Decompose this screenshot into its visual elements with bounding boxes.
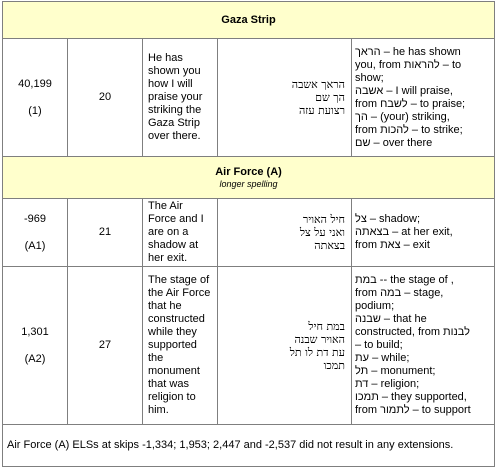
section-title: Air Force (A)	[215, 165, 282, 178]
hebrew-line: ואני על צל	[299, 226, 345, 239]
english-text-cell	[143, 39, 218, 157]
skip-value: 21	[98, 226, 112, 238]
section-header-row	[3, 157, 495, 199]
gloss-cell	[352, 267, 495, 425]
hebrew-line: במת חיל	[308, 319, 345, 333]
skip-cell	[68, 39, 143, 157]
start-position-cell	[3, 39, 68, 157]
skip-cell	[68, 199, 143, 267]
hebrew-line: רצועת עזה	[298, 104, 345, 117]
hebrew-text-cell	[218, 199, 352, 267]
english-text: The stage of the Air Force that he constructed while they supported the monument that was religion to him.	[148, 274, 211, 416]
section-header-row	[3, 2, 495, 39]
gloss-line: podium;	[355, 300, 395, 312]
hebrew-line: בצאתה	[314, 239, 345, 252]
gloss-line: עת – while;	[355, 352, 410, 364]
hebrew-text-cell	[218, 267, 352, 425]
row-label: (A1)	[24, 239, 46, 252]
skip-cell	[68, 267, 143, 425]
gloss-line: הך – (your) striking,	[355, 110, 450, 123]
table-row	[3, 267, 495, 425]
footnote: Air Force (A) ELSs at skips -1,334; 1,953; 2,447 and -2,537 did not result in any extensions.	[3, 425, 495, 467]
start-position: 1,301	[21, 325, 49, 338]
start-position: 40,199	[18, 77, 52, 90]
table-row	[3, 199, 495, 267]
hebrew-line: הראך אשבה	[291, 78, 345, 91]
gloss-line: דת – religion;	[355, 378, 420, 390]
gloss-line: you, from להראות – to	[355, 58, 462, 71]
hebrew-line: האויר שבנה	[294, 332, 345, 346]
gloss-line: from צאת – exit	[355, 239, 430, 251]
row-label: (A2)	[24, 352, 46, 365]
gloss-line: from לשבח – to praise;	[355, 97, 466, 110]
section-subtitle: longer spelling	[219, 178, 278, 189]
gloss-cell	[352, 199, 495, 267]
gloss-line: שבנה – that he	[355, 313, 427, 325]
hebrew-line: הך שם	[315, 91, 345, 104]
gloss-line: – to build;	[355, 339, 403, 351]
hebrew-text-cell	[218, 39, 352, 157]
gloss-line: show;	[355, 71, 384, 84]
gloss-line: במת -- the stage of ,	[355, 274, 454, 286]
gloss-line: constructed, from לבנות	[355, 326, 470, 338]
hebrew-line: תמכו	[323, 358, 345, 372]
gloss-line: תמכו – they supported,	[355, 391, 467, 403]
english-text-cell	[143, 199, 218, 267]
hebrew-line: חיל האויר	[302, 213, 345, 226]
gloss-line: הראך – he has shown	[355, 45, 461, 58]
gloss-cell	[352, 39, 495, 157]
gloss-line: אשבה – I will praise,	[355, 84, 453, 97]
footnote-row	[3, 425, 495, 467]
gloss-line: from במה – stage,	[355, 287, 444, 299]
gloss-line: תל – monument;	[355, 365, 436, 377]
skip-value: 20	[98, 91, 112, 103]
gloss-line: בצאתה – at her exit,	[355, 226, 453, 238]
hebrew-line: עת דת לו תל	[289, 345, 345, 359]
section-title: Gaza Strip	[221, 13, 276, 26]
start-position-cell	[3, 267, 68, 425]
gloss-line: שם – over there	[355, 136, 433, 149]
gloss-line: from לתמור – to support	[355, 404, 471, 416]
table-row	[3, 39, 495, 157]
english-text: The Air Force and I are on a shadow at her exit.	[148, 200, 204, 264]
row-label: (1)	[28, 104, 42, 117]
section-header	[3, 157, 495, 199]
english-text: He has shown you how I will praise your striking the Gaza Strip over there.	[148, 52, 203, 142]
start-position-cell	[3, 199, 68, 267]
els-results-table	[2, 1, 495, 467]
english-text-cell	[143, 267, 218, 425]
section-header	[3, 2, 495, 39]
gloss-line: צל – shadow;	[355, 213, 421, 225]
start-position: -969	[23, 212, 47, 225]
skip-value: 27	[98, 339, 112, 351]
gloss-line: from להכות – to strike;	[355, 123, 463, 136]
